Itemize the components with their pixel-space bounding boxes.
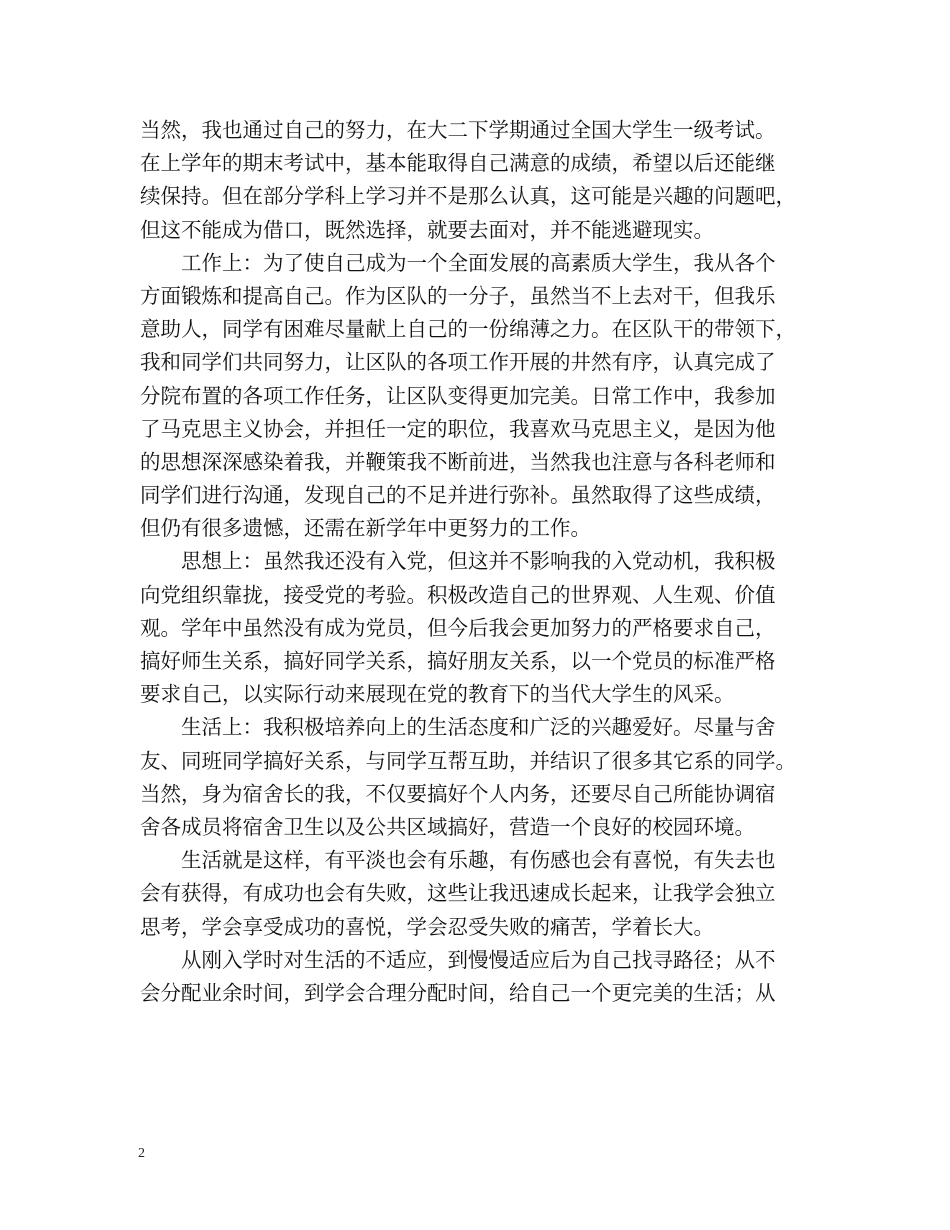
text-line: 会有获得，有成功也会有失败，这些让我迅速成长起来，让我学会独立 [140, 881, 776, 906]
text-line: 但这不能成为借口，既然选择，就要去面对，并不能逃避现实。 [140, 217, 714, 242]
text-line: 当然，我也通过自己的努力，在大二下学期通过全国大学生一级考试。 [140, 118, 776, 142]
text-line: 但仍有很多遗憾，还需在新学年中更努力的工作。 [140, 516, 591, 541]
text-line: 生活就是这样，有平淡也会有乐趣，有伤感也会有喜悦，有失去也 [181, 848, 776, 873]
text-line: 分院布置的各项工作任务，让区队变得更加完美。日常工作中，我参加 [140, 383, 776, 408]
text-line: 意助人，同学有困难尽量献上自己的一份绵薄之力。在区队干的带领下， [140, 317, 796, 342]
text-line: 续保持。但在部分学科上学习并不是那么认真，这可能是兴趣的问题吧， [140, 184, 796, 209]
text-line: 要求自己，以实际行动来展现在党的教育下的当代大学生的风采。 [140, 682, 735, 707]
text-line: 思考，学会享受成功的喜悦，学会忍受失败的痛苦，学着长大。 [140, 914, 714, 939]
text-line: 同学们进行沟通，发现自己的不足并进行弥补。虽然取得了这些成绩， [140, 483, 776, 508]
page-number: 2 [138, 1146, 145, 1161]
text-line: 向党组织靠拢，接受党的考验。积极改造自己的世界观、人生观、价值 [140, 582, 776, 607]
text-line: 友、同班同学搞好关系，与同学互帮互助，并结识了很多其它系的同学。 [140, 748, 796, 773]
text-line: 搞好师生关系，搞好同学关系，搞好朋友关系，以一个党员的标准严格 [140, 649, 776, 673]
text-line: 方面锻炼和提高自己。作为区队的一分子，虽然当不上去对干，但我乐 [140, 283, 776, 308]
text-line: 思想上：虽然我还没有入党，但这并不影响我的入党动机，我积极 [181, 549, 776, 574]
text-line: 了马克思主义协会，并担任一定的职位，我喜欢马克思主义，是因为他 [140, 416, 776, 441]
text-line: 在上学年的期末考试中，基本能取得自己满意的成绩，希望以后还能继 [140, 151, 776, 176]
text-line: 的思想深深感染着我，并鞭策我不断前进，当然我也注意与各科老师和 [140, 449, 776, 474]
text-line: 会分配业余时间，到学会合理分配时间，给自己一个更完美的生活；从 [140, 980, 776, 1005]
text-line: 生活上：我积极培养向上的生活态度和广泛的兴趣爱好。尽量与舍 [181, 715, 776, 740]
text-line: 观。学年中虽然没有成为党员，但今后我会更加努力的严格要求自己， [140, 615, 776, 640]
text-line: 当然，身为宿舍长的我，不仅要搞好个人内务，还要尽自己所能协调宿 [140, 781, 776, 806]
text-line: 舍各成员将宿舍卫生以及公共区域搞好，营造一个良好的校园环境。 [140, 814, 755, 839]
text-line: 工作上：为了使自己成为一个全面发展的高素质大学生，我从各个 [181, 250, 776, 275]
body-text [140, 114, 830, 1010]
text-line: 从刚入学时对生活的不适应，到慢慢适应后为自己找寻路径；从不 [181, 947, 776, 972]
text-line: 我和同学们共同努力，让区队的各项工作开展的井然有序，认真完成了 [140, 350, 776, 375]
